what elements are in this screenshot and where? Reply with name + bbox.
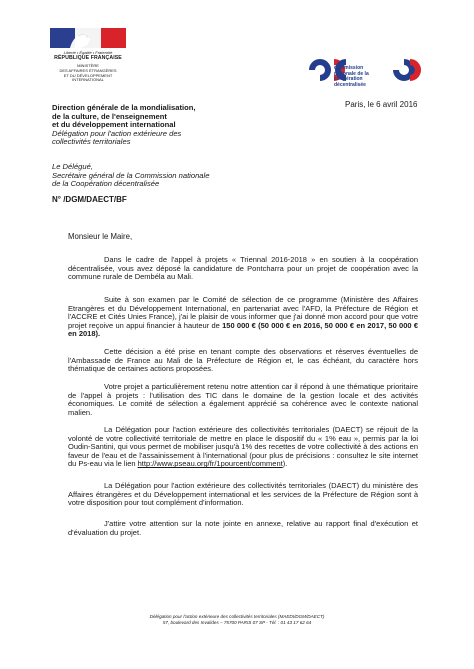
paragraph-7: J'attire votre attention sur la note jointe en annexe, relative au rapport final d'exécution et d'évaluation du projet. [68, 519, 418, 537]
marianne-logo-block [50, 28, 126, 83]
paragraph-3: Cette décision a été prise en tenant compte des observations et réserves éventuelles de l'Ambassade de France au Mali de la Préfecture de Région et, le cas échéant, du caractère hors thématique de certaines actions proposées. [68, 347, 418, 374]
republic-motto: Liberté • Égalité • Fraternité [63, 50, 113, 55]
letter-footer [0, 614, 474, 626]
paragraph-6: La Délégation pour l'action extérieure des collectivités territoriales (DAECT) du ministère des Affaires étrangères et du Développement international et les services de la Préfecture de Région sont à votre disposition pour tout complément d'information. [68, 481, 418, 508]
footer-line-1: Délégation pour l'action extérieure des collectivités territoriales (MAEDI/DGM/DAECT) [149, 614, 325, 619]
paragraph-2: Suite à son examen par le Comité de sélection de ce programme (Ministère des Affaires Etrangères et du Développement International, en partenariat avec l'AFD, la Préfecture de Région et l'ACCRE et Cités Unies France), j'ai le plaisir de vous informer que j'ai donné mon accord pour que votre projet reçoive un appui financier à hauteur de 150 000 € (50 000 € en 2016, 50 000 € en 2017, 50 000 € en 2018). [68, 295, 418, 339]
sender-direction: Direction générale de la mondialisation, de la culture, de l'enseignement et du développement international Délégation pour l'action extérieure des collectivités territoriales [52, 103, 196, 147]
paragraph-4: Votre projet a particulièrement retenu notre attention car il répond à une thématique prioritaire de l'appel à projets : l'utilisation des TIC dans le domaine de la gestion locale et des activités économiques. Le comité de sélection a également apprécié sa cohérence avec le contexte national malien. [68, 382, 418, 417]
ministry-name: MINISTÈRE DES AFFAIRES ÉTRANGÈRES ET DU DÉVELOPPEMENT INTERNATIONAL [59, 63, 117, 83]
letter-salutation: Monsieur le Maire, [68, 232, 133, 241]
letter-date: Paris, le 6 avril 2016 [345, 100, 418, 109]
marianne-flag-icon [50, 28, 126, 48]
paragraph-5: La Délégation pour l'action extérieure des collectivités territoriales (DAECT) se réjouit de la volonté de votre collectivité territoriale de mettre en place le dispositif du « 1% eau », permis par la loi Oudin-Santini, qui vous permet de mobiliser jusqu'à 1% des recettes de votre collectivité à des actions en faveur de l'eau et de l'assainissement à l'international (pour plus de précisions : consultez le site internet du Ps-eau via le lien http://www.pseau.org/fr/1pourcent/comment). [68, 425, 418, 469]
republic-name: RÉPUBLIQUE FRANÇAISE [54, 55, 122, 61]
footer-line-2: 57, boulevard des Invalides – 75700 PARIS 07 SP - Tél. : 01 43 17 62 64 [162, 620, 312, 625]
pseau-link[interactable]: http://www.pseau.org/fr/1pourcent/comment [137, 459, 283, 469]
sender-title: Le Délégué, Secrétaire général de la Commission nationale de la Coopération décentralisée [52, 162, 210, 189]
paragraph-1: Dans le cadre de l'appel à projets « Triennal 2016-2018 » en soutien à la coopération décentralisée, vous avez déposé la candidature de Pontcharra pour un projet de coopération avec la commune rurale de Dembéla au Mali. [68, 255, 418, 282]
funding-amount: 150 000 € (50 000 € en 2016, 50 000 € en 2017, 50 000 € en 2018). [68, 320, 418, 339]
cncd-logo-text: commission nationale de la coopération décentralisée [334, 65, 369, 88]
letter-reference: N° /DGM/DAECT/BF [52, 195, 127, 204]
